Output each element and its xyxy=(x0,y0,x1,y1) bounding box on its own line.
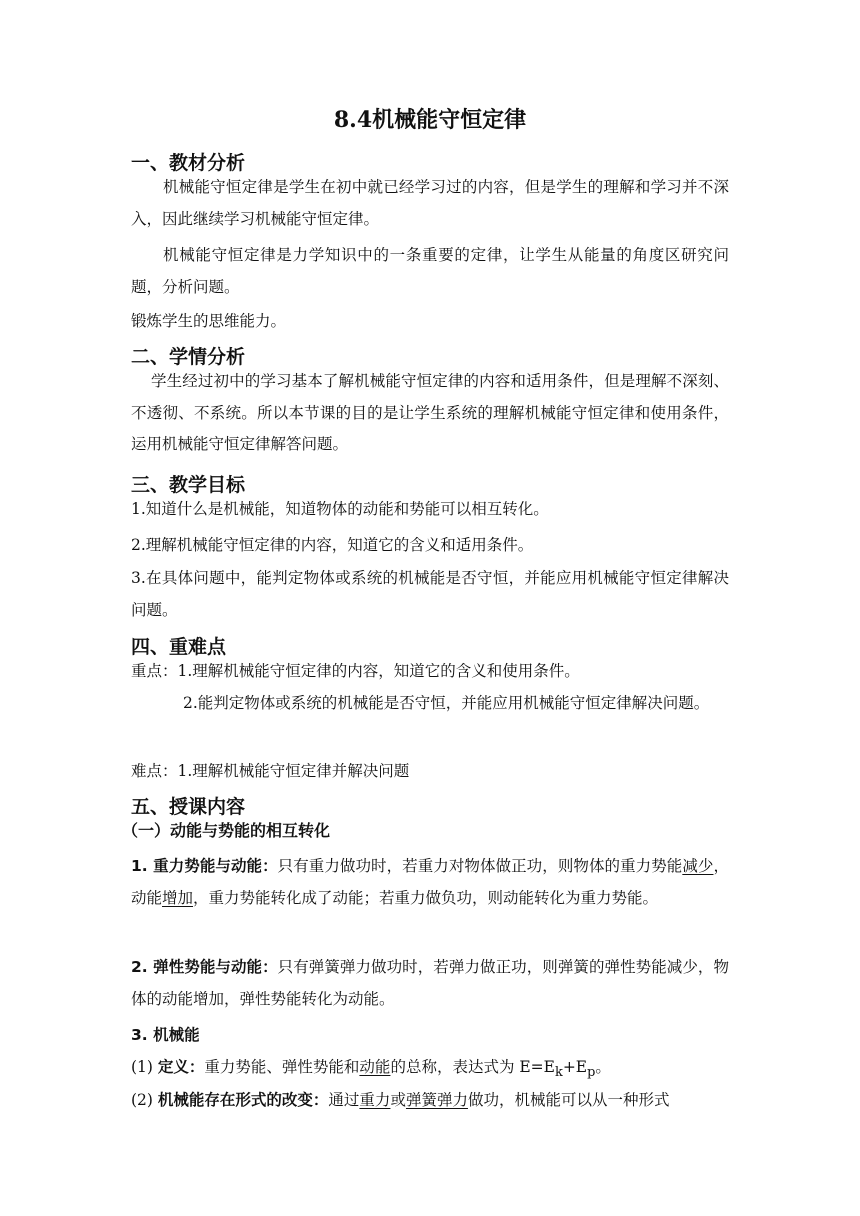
content-item-elastic-kinetic xyxy=(131,952,729,1015)
goal-item: 2.理解机械能守恒定律的内容，知道它的含义和适用条件。 xyxy=(131,536,534,554)
definition-line xyxy=(131,1052,729,1089)
section-heading-teaching-goals: 三、教学目标 xyxy=(131,474,246,496)
text: 只有重力做功时，若重力对物体做正功，则物体的重力势能 xyxy=(277,857,683,875)
text: ，动能 xyxy=(131,857,729,907)
subsection-heading: （一）动能与势能的相互转化 xyxy=(122,821,331,840)
text: (1) xyxy=(131,1058,158,1076)
subscript: k xyxy=(554,1065,563,1081)
underlined-text: 增加 xyxy=(162,888,194,907)
underlined-text: 减少 xyxy=(682,857,714,875)
paragraph: 学生经过初中的学习基本了解机械能守恒定律的内容和适用条件，但是理解不深刻、不透彻、不系统。所以本节课的目的是让学生系统的理解机械能守恒定律和使用条件，运用机械能守恒定律解答问题。 xyxy=(131,372,729,453)
paragraph: 机械能守恒定律是力学知识中的一条重要的定律，让学生从能量的角度区研究问题，分析问题。 xyxy=(131,246,729,296)
text: 只有弹簧弹力做功时，若弹力做正功，则弹簧的弹性势能减少，物体的动能增加，弹性势能转化为动能。 xyxy=(131,958,729,1008)
item-label: 3. 机械能 xyxy=(131,1026,200,1044)
goal-item: 1.知道什么是机械能，知道物体的动能和势能可以相互转化。 xyxy=(131,500,549,518)
text: ，重力势能转化成了动能；若重力做负功，则动能转化为重力势能。 xyxy=(193,888,659,907)
text: 做功，机械能可以从一种形式 xyxy=(467,1091,670,1109)
section-heading-textbook-analysis: 一、教材分析 xyxy=(131,152,246,174)
section-heading-key-points: 四、重难点 xyxy=(131,636,227,658)
text: 通过 xyxy=(328,1091,360,1109)
item-label: 2. 弹性势能与动能： xyxy=(131,958,278,976)
text: 。 xyxy=(595,1058,611,1076)
text: 重力势能、弹性势能和 xyxy=(204,1058,360,1076)
underlined-text: 弹簧弹力 xyxy=(405,1091,468,1109)
page-title: 8.4机械能守恒定律 xyxy=(333,107,527,133)
goal-item: 3.在具体问题中，能判定物体或系统的机械能是否守恒，并能应用机械能守恒定律解决问题。 xyxy=(131,569,729,619)
difficulty-point: 难点：1.理解机械能守恒定律并解决问题 xyxy=(131,762,410,780)
item-label: 1. 重力势能与动能： xyxy=(131,857,278,875)
text: 的总称，表达式为 E=E xyxy=(390,1058,555,1076)
paragraph: 锻炼学生的思维能力。 xyxy=(131,312,287,330)
underlined-text: 重力 xyxy=(359,1091,391,1109)
subscript: p xyxy=(587,1065,596,1081)
paragraph: 机械能守恒定律是学生在初中就已经学习过的内容，但是学生的理解和学习并不深入，因此继续学习机械能守恒定律。 xyxy=(131,178,729,228)
key-point: 重点：1.理解机械能守恒定律的内容，知道它的含义和使用条件。 xyxy=(131,662,580,680)
text: 或 xyxy=(390,1091,406,1109)
text: +E xyxy=(562,1058,588,1076)
text: (2) xyxy=(131,1091,158,1109)
item-label: 机械能存在形式的改变： xyxy=(157,1091,329,1109)
form-change-line xyxy=(131,1085,729,1117)
key-point: 2.能判定物体或系统的机械能是否守恒，并能应用机械能守恒定律解决问题。 xyxy=(183,694,710,712)
content-item-gravity-kinetic xyxy=(131,851,729,914)
underlined-text: 动能 xyxy=(359,1058,391,1076)
content-item-mechanical-energy xyxy=(131,1020,729,1052)
section-heading-lesson-content: 五、授课内容 xyxy=(131,796,246,818)
section-heading-student-analysis: 二、学情分析 xyxy=(131,346,246,368)
item-label: 定义： xyxy=(157,1058,205,1076)
